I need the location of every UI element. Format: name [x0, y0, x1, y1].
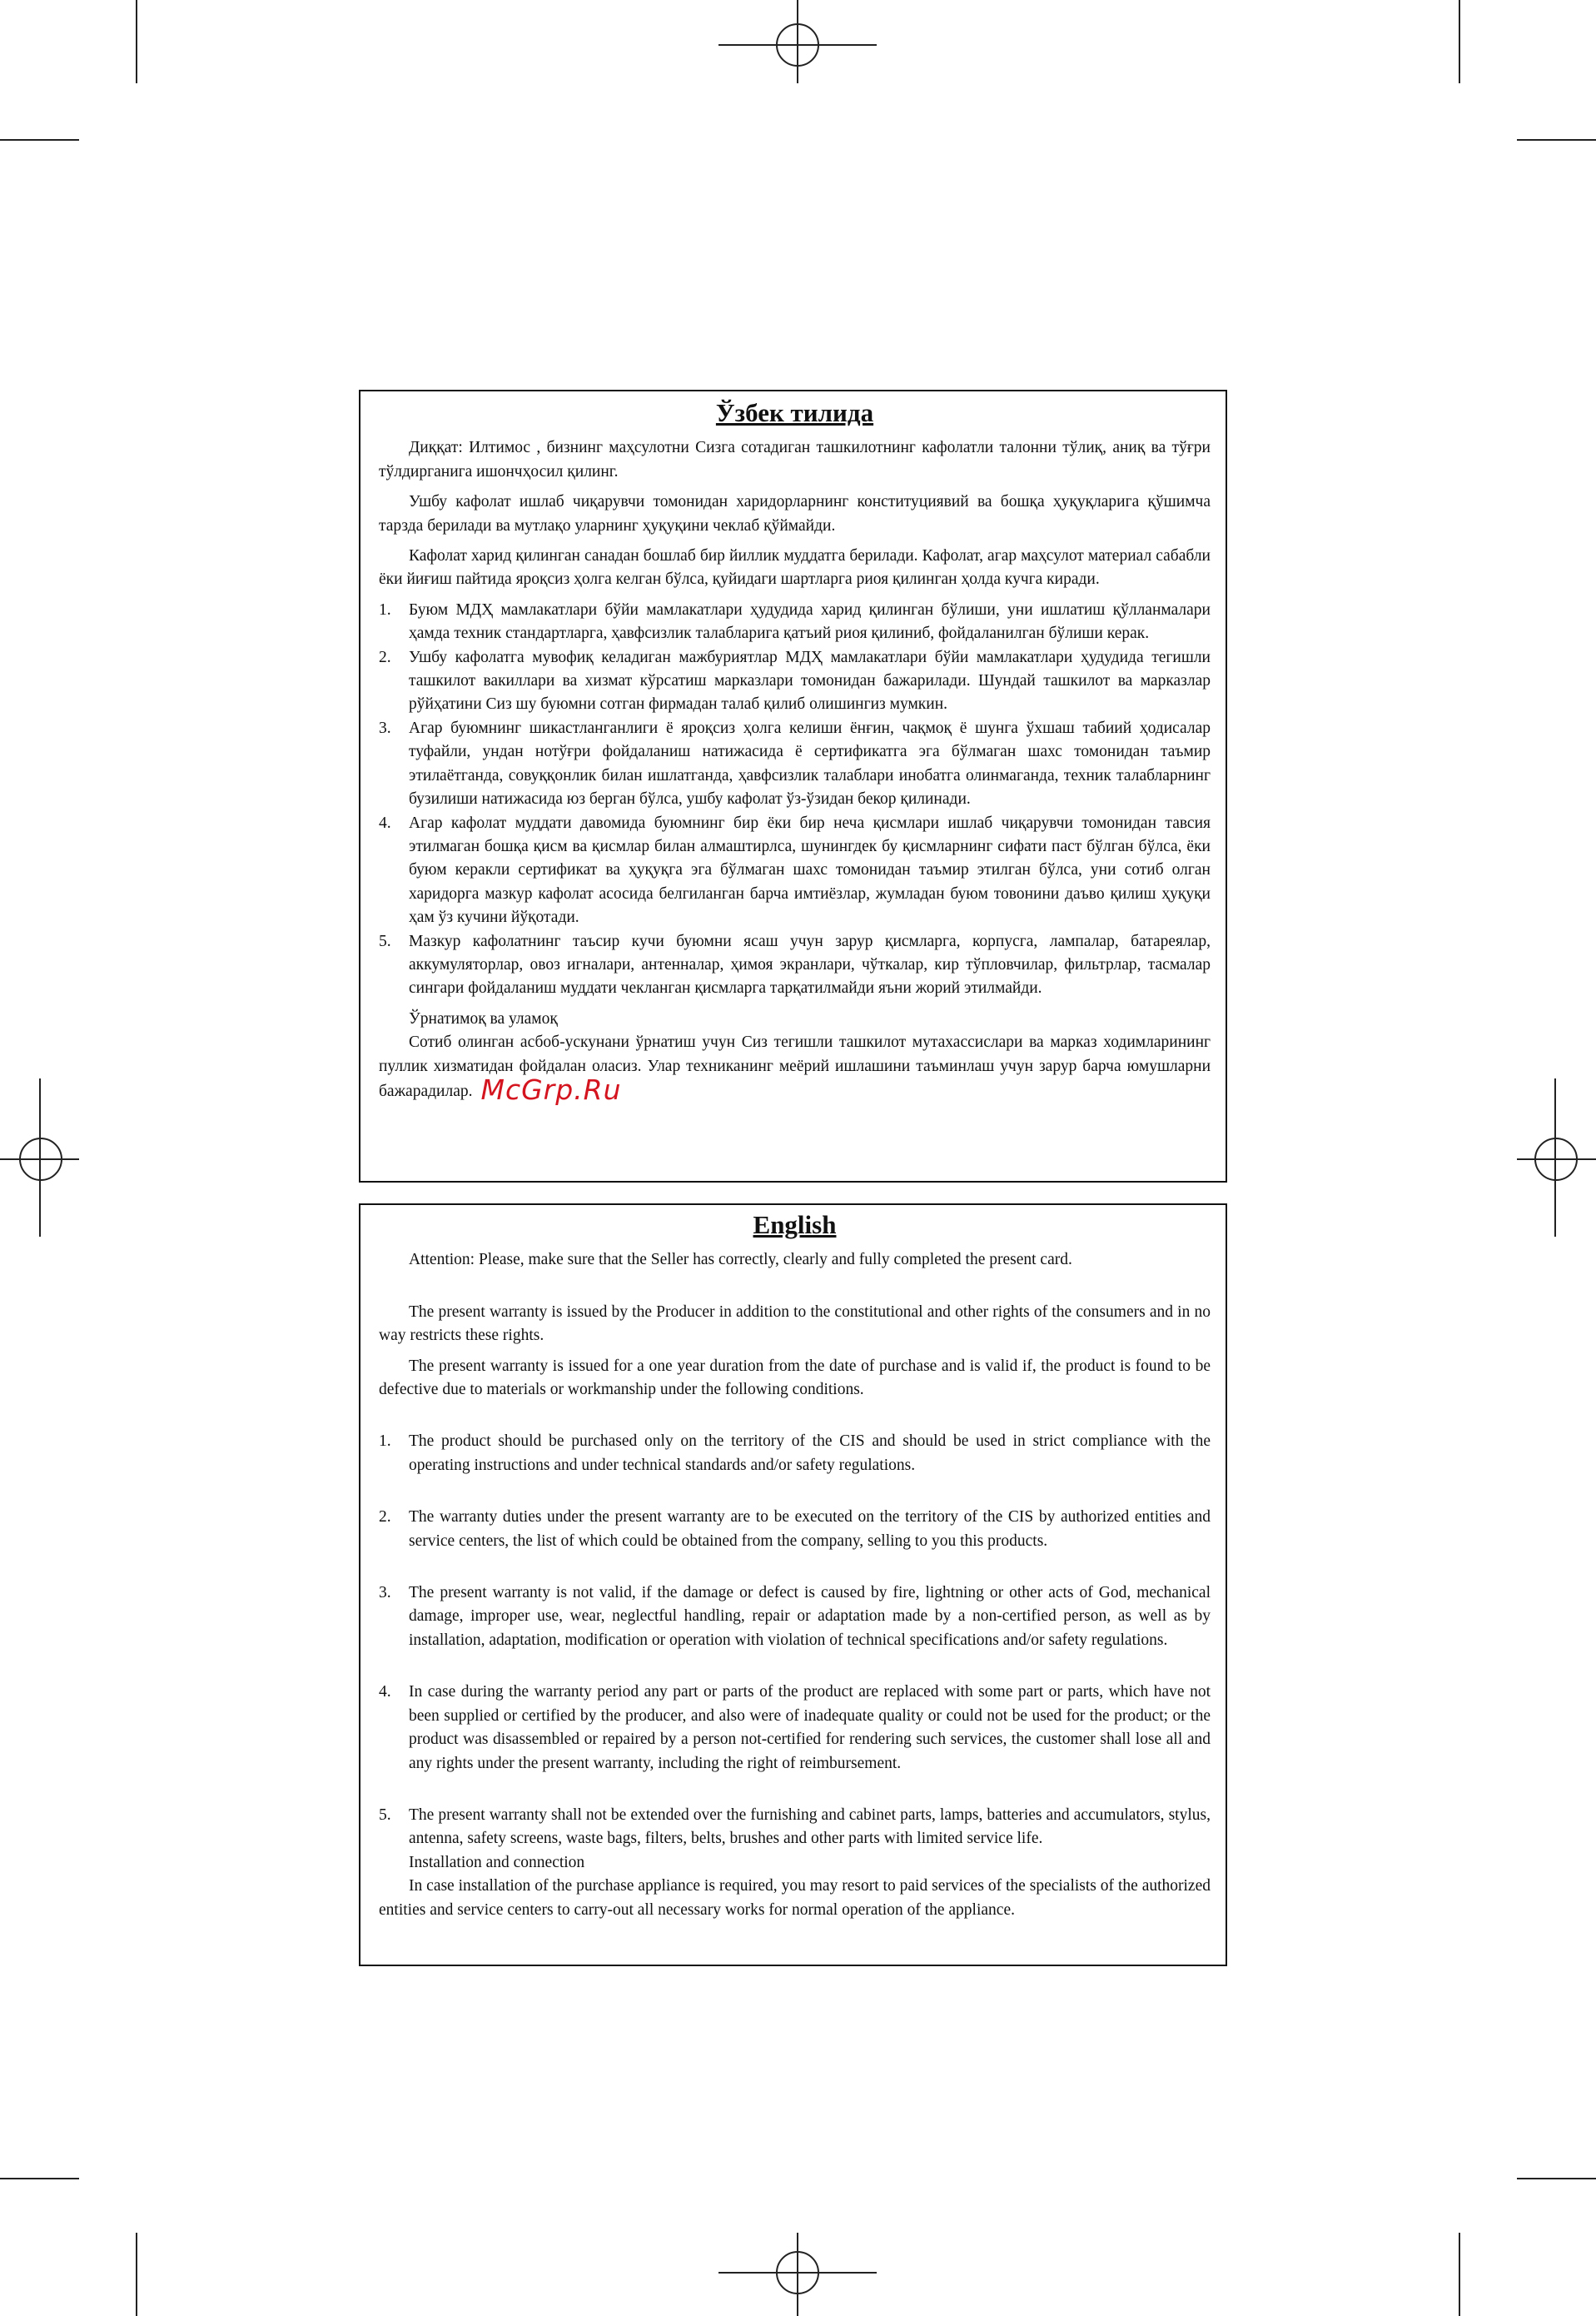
list-item [379, 930, 1211, 1001]
crop-mark [0, 2178, 79, 2179]
uzbek-installation-text [379, 1031, 1211, 1106]
registration-circle [19, 1138, 62, 1181]
list-item [379, 646, 1211, 717]
list-item-number: 5. [379, 932, 391, 950]
english-warranty-section [359, 1203, 1227, 1966]
list-item-text: The product should be purchased only on the territory of the CIS and should be used in strict compliance with the operating instructions and under technical standards and/or safety regulations. [409, 1432, 1211, 1474]
crop-mark [1459, 2233, 1460, 2316]
registration-circle [776, 23, 819, 67]
uzbek-warranty-section [359, 390, 1227, 1183]
list-item-text: Агар буюмнинг шикастланганлиги ё яроқсиз ҳолга келиши ёнғин, чақмоқ ё шунга ўхшаш табиий ҳодисалар туфайли, ундан нотўғри фойдаланиш натижасида ё сертификатга эга бўлмаган шахс томонидан таъмир этилаётганда, совуққонлик билан ишлатганда, ҳавфсизлик талаблари инобатга олинмаганда, техник талабларнинг бузилиши натижасида юз берган бўлса, ушбу кафолат ўз-ўзидан бекор қилинади. [409, 719, 1211, 809]
list-item-text: Ушбу кафолатга мувофиқ келадиган мажбуриятлар МДҲ мамлакатлари бўйи мамлакатлари ҳудудида тегишли ташкилот вакиллари ва хизмат кўрсатиш марказлари томонидан бажарилади. Шундай ташкилот ва марказлар рўйҳатини Сиз шу буюмни сотган фирмадан талаб қилиб олишингиз мумкин. [409, 648, 1211, 714]
english-attention-text: Attention: Please, make sure that the Seller has correctly, clearly and fully completed the present card. [409, 1251, 1072, 1269]
english-paragraph-1: The present warranty is issued by the Producer in addition to the constitutional and other rights of the consumers and in no way restricts these rights. [379, 1302, 1211, 1345]
list-item-number: 5. [379, 1805, 391, 1824]
list-item [379, 1581, 1211, 1652]
list-item-text: The present warranty is not valid, if the damage or defect is caused by fire, lightning or other acts of God, mechanical damage, improper use, wear, neglectful handling, repair or adaptation made bу a non-certified person, as well as by installation, adaptation, modification or operation with violation of technical specifications and/or safety regulations. [409, 1584, 1211, 1649]
uzbek-installation-body: Сотиб олинган асбоб-ускунани ўрнатиш учун Сиз тегишли ташкилот мутахассислари ва марказ ходимларининг пуллик хизматидан фойдалан оласиз. Улар техниканинг меёрий ишлашини таъминлаш учун зарур барча юмушларни бажарадилар. [379, 1033, 1211, 1100]
uzbek-conditions-list [379, 599, 1211, 1001]
list-item [379, 1804, 1211, 1851]
english-installation-heading: Installation and connection [409, 1853, 585, 1871]
uzbek-attention-text: Диққат: Илтимос , бизнинг маҳсулотни Сизга сотадиган ташкилотнинг кафолатли талонни тўлиқ, аниқ ва тўғри тўлдирганига ишончҳосил қилинг. [379, 439, 1211, 481]
crop-mark [1517, 2178, 1596, 2179]
list-item-number: 2. [379, 648, 391, 666]
english-paragraph-2: The present warranty is issued for a one year duration from the date of purchase and is valid if, the product is found to be defective due to materials or workmanship under the following conditions. [379, 1357, 1211, 1399]
list-item-text: Агар кафолат муддати давомида буюмнинг бир ёки бир неча қисмлари ишлаб чиқарувчи томонидан тавсия этилмаган бошқа қисм ва қисмлар билан алмаштирлса, шунингдек бу қисмларнинг сифати паст бўлган бўлса, ёки буюм керакли сертификат ва ҳуқуқга эга бўлмаган шахс томонидан таъмир этилган бўлса, уни сотиб олган харидорга мазкур кафолат асосида белгиланган барча имтиёзлар, жумладан буюм товонини даъво қилиш ҳуқуқи ҳам ўз кучини йўқотади. [409, 814, 1211, 927]
list-item [379, 1506, 1211, 1553]
registration-circle [1534, 1138, 1578, 1181]
watermark-text: McGrp.Ru [480, 1073, 622, 1106]
crop-mark [1459, 0, 1460, 83]
list-item-number: 1. [379, 1432, 391, 1451]
list-item-text: The warranty duties under the present warranty are to be executed on the territory of the CIS by authorized entities and service centers, the list of which could be obtained from the company, selling to you this products. [409, 1508, 1211, 1550]
list-item-text: In case during the warranty period any part or parts of the product are replaced with some part or parts, which have not been supplied or certified by the producer, and also were of inadequate quality or could not be used for the product; or the product was disassembled or repaired by a person not-certified for rendering such services, the customer shall lose all and any rights under the present warranty, including the right of reimbursement. [409, 1683, 1211, 1772]
list-item-number: 1. [379, 600, 391, 619]
list-item-number: 3. [379, 719, 391, 737]
english-installation-text: In case installation of the purchase appliance is required, you may resort to paid services of the specialists of the authorized entities and service centers to carry-out all necessary works for normal operation of the appliance. [379, 1877, 1211, 1919]
uzbek-paragraph-2: Кафолат харид қилинган санадан бошлаб бир йиллик муддатга берилади. Кафолат, агар маҳсулот материал сабабли ёки йиғиш пайтида яроқсиз ҳолга келган бўлса, қуйидаги шартларга риоя қилинган ҳолда кучга киради. [379, 547, 1211, 589]
english-section-title: English [753, 1210, 837, 1239]
list-item-number: 3. [379, 1584, 391, 1602]
crop-mark [0, 139, 79, 141]
crop-mark [1517, 139, 1596, 141]
english-conditions-list [379, 1430, 1211, 1850]
crop-mark [136, 0, 137, 83]
list-item [379, 599, 1211, 646]
list-item-number: 4. [379, 814, 391, 832]
uzbek-installation-heading: Ўрнатимоқ ва уламоқ [409, 1009, 558, 1028]
crop-mark [136, 2233, 137, 2316]
list-item-text: Буюм МДҲ мамлакатлари бўйи мамлакатлари ҳудудида харид қилинган бўлиши, уни ишлатиш қўлланмалари ҳамда техник стандартларга, ҳавфсизлик талабларига қатъий риоя қилиниб, фойдаланилган бўлиши керак. [409, 600, 1211, 643]
uzbek-section-title: Ўзбек тилида [715, 398, 874, 427]
list-item [379, 717, 1211, 812]
list-item-number: 4. [379, 1683, 391, 1701]
list-item-text: Мазкур кафолатнинг таъсир кучи буюмни ясаш учун зарур қисмларга, корпусга, лампалар, батареялар, аккумуляторлар, овоз игналари, антенналар, ҳимоя экранлари, чўткалар, кир тўпловчилар, фильтрлар, тасмалар сингари фойдаланиш муддати чекланган қисмларга тарқатилмайди яъни жорий этилмайди. [409, 932, 1211, 998]
list-item-number: 2. [379, 1508, 391, 1527]
list-item [379, 812, 1211, 930]
list-item [379, 1681, 1211, 1776]
uzbek-paragraph-1: Ушбу кафолат ишлаб чиқарувчи томонидан харидорларнинг конституциявий ва бошқа ҳуқуқларига қўшимча тарзда берилади ва мутлақо уларнинг ҳуқуқини чеклаб қўймайди. [379, 493, 1211, 535]
list-item [379, 1430, 1211, 1477]
registration-circle [776, 2251, 819, 2294]
list-item-text: The present warranty shall not be extended over the furnishing and cabinet parts, lamps, batteries and accumulators, stylus, antenna, safety screens, waste bags, filters, belts, brushes and other parts with limited service life. [409, 1805, 1211, 1848]
